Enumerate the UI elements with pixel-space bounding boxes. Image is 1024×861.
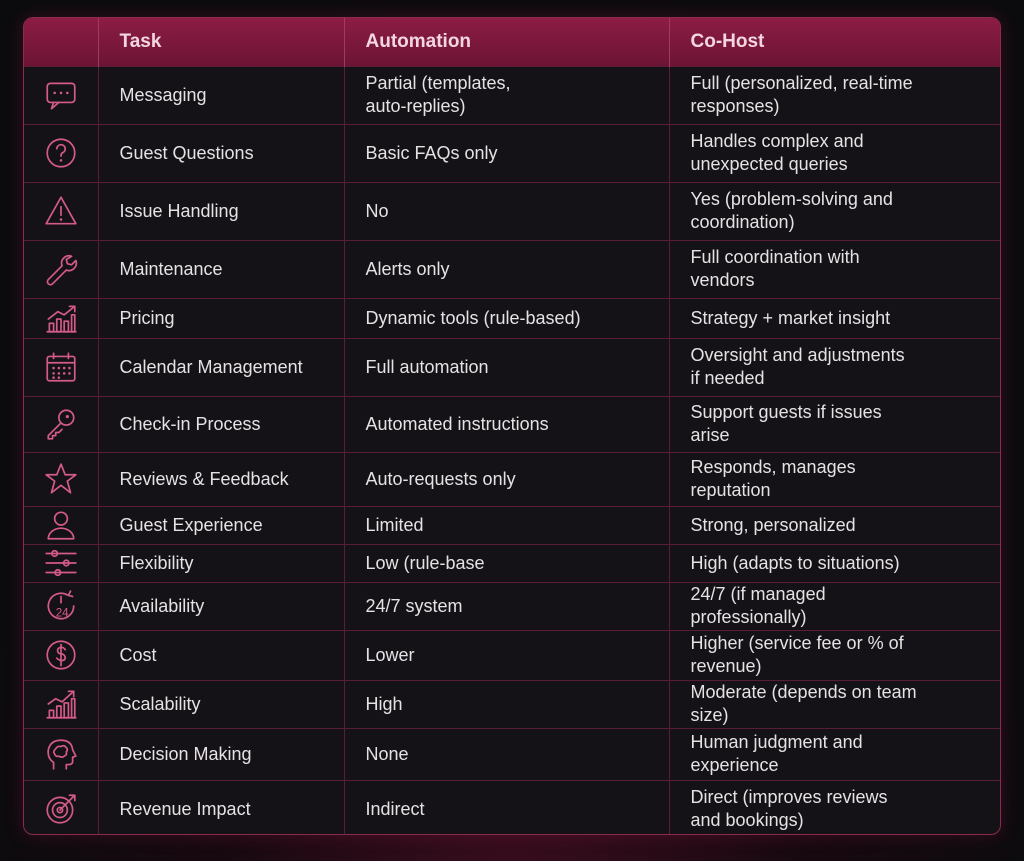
task-cell: Flexibility [98, 544, 344, 582]
automation-cell: Low (rule-base [344, 544, 669, 582]
table-row [24, 182, 1000, 240]
row-icon-cell [24, 780, 98, 835]
automation-cell: None [344, 728, 669, 780]
table-row [24, 298, 1000, 338]
head-brain-icon [43, 736, 79, 772]
target-icon [43, 791, 79, 827]
automation-cell: No [344, 182, 669, 240]
cohost-cell: 24/7 (if managed professionally) [669, 582, 1000, 630]
warning-icon [43, 193, 79, 229]
task-cell: Revenue Impact [98, 780, 344, 835]
task-column-header: Task [98, 18, 344, 66]
automation-column-header: Automation [344, 18, 669, 66]
row-icon-cell [24, 338, 98, 396]
automation-cell: Partial (templates, auto-replies) [344, 66, 669, 124]
table-row [24, 544, 1000, 582]
automation-cell: Indirect [344, 780, 669, 835]
calendar-icon [43, 349, 79, 385]
comparison-table-card [23, 17, 1001, 835]
automation-cell: Alerts only [344, 240, 669, 298]
cohost-cell: Strong, personalized [669, 506, 1000, 544]
task-cell: Maintenance [98, 240, 344, 298]
row-icon-cell [24, 182, 98, 240]
key-icon [43, 406, 79, 442]
cohost-cell: Yes (problem-solving and coordination) [669, 182, 1000, 240]
task-cell: Decision Making [98, 728, 344, 780]
task-cell: Check-in Process [98, 396, 344, 452]
row-icon-cell [24, 240, 98, 298]
user-icon [43, 507, 79, 543]
task-cell: Messaging [98, 66, 344, 124]
row-icon-cell [24, 506, 98, 544]
table-row [24, 452, 1000, 506]
automation-cell: 24/7 system [344, 582, 669, 630]
automation-cell: Basic FAQs only [344, 124, 669, 182]
cohost-cell: Oversight and adjustments if needed [669, 338, 1000, 396]
row-icon-cell [24, 452, 98, 506]
task-cell: Issue Handling [98, 182, 344, 240]
table-row [24, 728, 1000, 780]
dollar-icon [43, 637, 79, 673]
cohost-column-header: Co-Host [690, 30, 765, 52]
row-icon-cell [24, 396, 98, 452]
table-row [24, 124, 1000, 182]
cohost-cell: Human judgment and experience [669, 728, 1000, 780]
row-icon-cell [24, 680, 98, 728]
cohost-cell: Responds, manages reputation [669, 452, 1000, 506]
sliders-icon [43, 545, 79, 581]
cohost-cell: Full (personalized, real-time responses) [669, 66, 1000, 124]
wrench-icon [43, 251, 79, 287]
row-icon-cell [24, 124, 98, 182]
table-row [24, 396, 1000, 452]
cohost-cell: High (adapts to situations) [669, 544, 1000, 582]
task-cell: Availability [98, 582, 344, 630]
icon-column-header [24, 18, 98, 66]
star-icon [43, 461, 79, 497]
automation-cell: Full automation [344, 338, 669, 396]
comparison-table [24, 18, 1000, 835]
automation-cell: High [344, 680, 669, 728]
task-cell: Reviews & Feedback [98, 452, 344, 506]
bar-chart-icon [43, 300, 79, 336]
cohost-cell: Handles complex and unexpected queries [669, 124, 1000, 182]
cohost-cell: Direct (improves reviews and bookings) [669, 780, 1000, 835]
svg-text:24: 24 [55, 606, 69, 620]
automation-cell: Limited [344, 506, 669, 544]
automation-cell: Auto-requests only [344, 452, 669, 506]
growth-chart-icon [43, 686, 79, 722]
table-row [24, 780, 1000, 835]
task-cell: Guest Questions [98, 124, 344, 182]
clock-24-icon [43, 588, 79, 624]
task-cell: Guest Experience [98, 506, 344, 544]
cohost-cell: Full coordination with vendors [669, 240, 1000, 298]
task-cell: Scalability [98, 680, 344, 728]
task-cell: Pricing [98, 298, 344, 338]
table-row [24, 630, 1000, 680]
table-header-row [24, 18, 1000, 66]
cohost-cell: Moderate (depends on team size) [669, 680, 1000, 728]
chat-bubble-icon [43, 77, 79, 113]
table-row [24, 582, 1000, 630]
row-icon-cell [24, 582, 98, 630]
row-icon-cell [24, 298, 98, 338]
task-cell: Cost [98, 630, 344, 680]
table-row [24, 338, 1000, 396]
table-row [24, 680, 1000, 728]
cohost-cell: Higher (service fee or % of revenue) [669, 630, 1000, 680]
task-cell: Calendar Management [98, 338, 344, 396]
automation-cell: Dynamic tools (rule-based) [344, 298, 669, 338]
row-icon-cell [24, 544, 98, 582]
row-icon-cell [24, 66, 98, 124]
table-row [24, 240, 1000, 298]
table-row [24, 66, 1000, 124]
row-icon-cell [24, 630, 98, 680]
cohost-cell: Strategy + market insight [669, 298, 1000, 338]
question-icon [43, 135, 79, 171]
cohost-cell: Support guests if issues arise [669, 396, 1000, 452]
row-icon-cell [24, 728, 98, 780]
automation-cell: Automated instructions [344, 396, 669, 452]
automation-cell: Lower [344, 630, 669, 680]
table-row [24, 506, 1000, 544]
